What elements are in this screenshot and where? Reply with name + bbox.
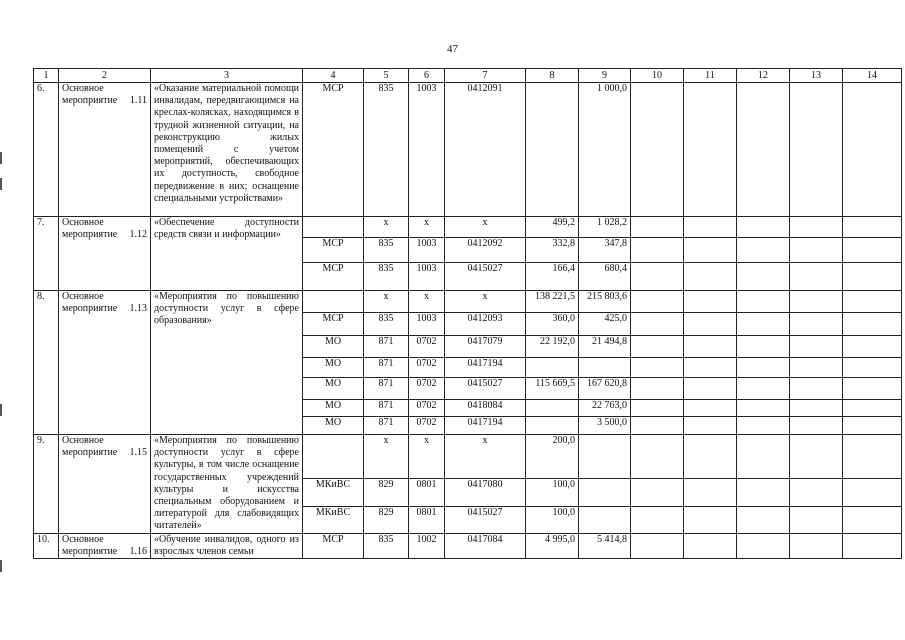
amount-cell: 347,8 — [579, 238, 631, 263]
scan-edge-mark — [0, 152, 2, 164]
target-code: 0412092 — [445, 238, 526, 263]
empty-cell — [631, 263, 684, 291]
amount-cell: 22 192,0 — [526, 336, 579, 358]
target-code: 0417194 — [445, 358, 526, 378]
agency-code — [303, 435, 364, 479]
empty-cell — [684, 533, 737, 558]
header-cell: 8 — [526, 69, 579, 83]
empty-cell — [631, 313, 684, 336]
table-row — [34, 435, 902, 479]
section-code: 0801 — [409, 478, 445, 506]
agency-code: МО — [303, 358, 364, 378]
empty-cell — [737, 400, 790, 417]
row-number: 10. — [34, 533, 59, 558]
empty-cell — [843, 400, 902, 417]
header-cell: 11 — [684, 69, 737, 83]
empty-cell — [631, 417, 684, 435]
empty-cell — [843, 478, 902, 506]
agency-code: МСР — [303, 263, 364, 291]
activity-description: «Мероприятия по повышению доступности услуг в сфере образования» — [151, 291, 303, 435]
amount-cell — [526, 400, 579, 417]
section-code: 0702 — [409, 400, 445, 417]
grbs-code: х — [364, 217, 409, 238]
empty-cell — [631, 400, 684, 417]
header-cell: 14 — [843, 69, 902, 83]
empty-cell — [684, 358, 737, 378]
empty-cell — [631, 378, 684, 400]
amount-cell — [526, 417, 579, 435]
section-code: 1003 — [409, 263, 445, 291]
section-code: 0702 — [409, 358, 445, 378]
amount-cell: 332,8 — [526, 238, 579, 263]
row-number: 9. — [34, 435, 59, 534]
empty-cell — [737, 378, 790, 400]
empty-cell — [790, 478, 843, 506]
header-cell: 2 — [59, 69, 151, 83]
empty-cell — [684, 400, 737, 417]
target-code: 0417084 — [445, 533, 526, 558]
target-code: 0412091 — [445, 83, 526, 217]
section-code: х — [409, 291, 445, 313]
activity-description: «Мероприятия по повышению доступности услуг в сфере культуры, в том числе оснащение государственных учреждений культуры и искусства специальным оборудованием и литературой для слабовидящих читателей» — [151, 435, 303, 534]
empty-cell — [843, 506, 902, 533]
empty-cell — [631, 336, 684, 358]
empty-cell — [631, 358, 684, 378]
grbs-code: х — [364, 291, 409, 313]
empty-cell — [843, 435, 902, 479]
agency-code: МО — [303, 378, 364, 400]
empty-cell — [737, 263, 790, 291]
agency-code: МКиВС — [303, 506, 364, 533]
grbs-code: 829 — [364, 478, 409, 506]
scan-edge-mark — [0, 560, 2, 572]
section-code: 0801 — [409, 506, 445, 533]
target-code: 0417194 — [445, 417, 526, 435]
grbs-code: 871 — [364, 417, 409, 435]
header-cell: 1 — [34, 69, 59, 83]
empty-cell — [684, 378, 737, 400]
amount-cell: 1 028,2 — [579, 217, 631, 238]
empty-cell — [737, 478, 790, 506]
header-cell: 7 — [445, 69, 526, 83]
empty-cell — [737, 417, 790, 435]
amount-cell: 166,4 — [526, 263, 579, 291]
empty-cell — [631, 533, 684, 558]
section-code: 0702 — [409, 378, 445, 400]
section-code: 1002 — [409, 533, 445, 558]
empty-cell — [737, 506, 790, 533]
amount-cell: 680,4 — [579, 263, 631, 291]
amount-cell: 425,0 — [579, 313, 631, 336]
amount-cell: 21 494,8 — [579, 336, 631, 358]
agency-code: МО — [303, 400, 364, 417]
amount-cell — [579, 435, 631, 479]
amount-cell — [526, 83, 579, 217]
agency-code: МСР — [303, 533, 364, 558]
header-cell: 13 — [790, 69, 843, 83]
agency-code — [303, 217, 364, 238]
activity-name: Основное мероприятие 1.16 — [59, 533, 151, 558]
empty-cell — [737, 358, 790, 378]
grbs-code: х — [364, 435, 409, 479]
amount-cell: 200,0 — [526, 435, 579, 479]
amount-cell: 100,0 — [526, 506, 579, 533]
activity-description: «Обеспечение доступности средств связи и информации» — [151, 217, 303, 291]
empty-cell — [790, 417, 843, 435]
target-code: 0415027 — [445, 263, 526, 291]
empty-cell — [843, 291, 902, 313]
empty-cell — [843, 313, 902, 336]
amount-cell: 4 995,0 — [526, 533, 579, 558]
target-code: 0417079 — [445, 336, 526, 358]
activity-name: Основное мероприятие 1.11 — [59, 83, 151, 217]
empty-cell — [790, 217, 843, 238]
header-cell: 9 — [579, 69, 631, 83]
grbs-code: 835 — [364, 83, 409, 217]
table-row — [34, 83, 902, 217]
grbs-code: 835 — [364, 263, 409, 291]
empty-cell — [737, 83, 790, 217]
table-row — [34, 217, 902, 238]
empty-cell — [790, 238, 843, 263]
empty-cell — [843, 263, 902, 291]
empty-cell — [684, 417, 737, 435]
amount-cell: 115 669,5 — [526, 378, 579, 400]
empty-cell — [684, 291, 737, 313]
target-code: 0418084 — [445, 400, 526, 417]
empty-cell — [843, 238, 902, 263]
grbs-code: 829 — [364, 506, 409, 533]
empty-cell — [631, 478, 684, 506]
empty-cell — [790, 358, 843, 378]
empty-cell — [790, 336, 843, 358]
activity-name: Основное мероприятие 1.13 — [59, 291, 151, 435]
section-code: 0702 — [409, 417, 445, 435]
target-code: х — [445, 435, 526, 479]
agency-code: МО — [303, 336, 364, 358]
amount-cell: 138 221,5 — [526, 291, 579, 313]
empty-cell — [684, 506, 737, 533]
grbs-code: 871 — [364, 336, 409, 358]
activity-name: Основное мероприятие 1.12 — [59, 217, 151, 291]
empty-cell — [790, 291, 843, 313]
empty-cell — [631, 435, 684, 479]
activity-name: Основное мероприятие 1.15 — [59, 435, 151, 534]
empty-cell — [684, 478, 737, 506]
empty-cell — [843, 83, 902, 217]
empty-cell — [790, 83, 843, 217]
target-code: 0417080 — [445, 478, 526, 506]
amount-cell: 167 620,8 — [579, 378, 631, 400]
empty-cell — [631, 238, 684, 263]
grbs-code: 871 — [364, 358, 409, 378]
row-number: 8. — [34, 291, 59, 435]
empty-cell — [790, 506, 843, 533]
empty-cell — [737, 336, 790, 358]
agency-code: МКиВС — [303, 478, 364, 506]
header-cell: 6 — [409, 69, 445, 83]
budget-table — [33, 68, 902, 559]
empty-cell — [843, 378, 902, 400]
empty-cell — [684, 238, 737, 263]
header-cell: 4 — [303, 69, 364, 83]
grbs-code: 871 — [364, 378, 409, 400]
grbs-code: 871 — [364, 400, 409, 417]
empty-cell — [631, 291, 684, 313]
empty-cell — [790, 435, 843, 479]
activity-description: «Оказание материальной помощи инвалидам, передвигающимся на креслах-колясках, находящимся в трудной жизненной ситуации, на реконструкцию жилых помещений с учетом мероприятий, обеспечивающих их доступность, свободное передвижение в них; оснащение специальными устройствами» — [151, 83, 303, 217]
section-code: 1003 — [409, 238, 445, 263]
amount-cell: 3 500,0 — [579, 417, 631, 435]
empty-cell — [684, 435, 737, 479]
agency-code: МСР — [303, 238, 364, 263]
empty-cell — [737, 313, 790, 336]
grbs-code: 835 — [364, 533, 409, 558]
empty-cell — [843, 533, 902, 558]
empty-cell — [684, 217, 737, 238]
empty-cell — [790, 400, 843, 417]
empty-cell — [631, 506, 684, 533]
scan-edge-mark — [0, 178, 2, 190]
target-code: 0415027 — [445, 378, 526, 400]
empty-cell — [790, 378, 843, 400]
empty-cell — [631, 83, 684, 217]
agency-code: МСР — [303, 313, 364, 336]
table-row — [34, 533, 902, 558]
empty-cell — [737, 238, 790, 263]
section-code: х — [409, 435, 445, 479]
table-row — [34, 291, 902, 313]
amount-cell: 22 763,0 — [579, 400, 631, 417]
section-code: х — [409, 217, 445, 238]
amount-cell — [579, 478, 631, 506]
empty-cell — [737, 533, 790, 558]
row-number: 6. — [34, 83, 59, 217]
header-cell: 3 — [151, 69, 303, 83]
amount-cell — [526, 358, 579, 378]
header-cell: 10 — [631, 69, 684, 83]
grbs-code: 835 — [364, 238, 409, 263]
amount-cell: 215 803,6 — [579, 291, 631, 313]
empty-cell — [684, 313, 737, 336]
amount-cell — [579, 358, 631, 378]
empty-cell — [843, 358, 902, 378]
amount-cell: 1 000,0 — [579, 83, 631, 217]
target-code: х — [445, 217, 526, 238]
target-code: 0412093 — [445, 313, 526, 336]
activity-description: «Обучение инвалидов, одного из взрослых членов семьи — [151, 533, 303, 558]
empty-cell — [843, 336, 902, 358]
agency-code: МО — [303, 417, 364, 435]
grbs-code: 835 — [364, 313, 409, 336]
row-number: 7. — [34, 217, 59, 291]
empty-cell — [843, 417, 902, 435]
empty-cell — [684, 263, 737, 291]
empty-cell — [631, 217, 684, 238]
amount-cell: 5 414,8 — [579, 533, 631, 558]
section-code: 1003 — [409, 83, 445, 217]
header-row — [34, 69, 902, 83]
empty-cell — [737, 291, 790, 313]
amount-cell: 100,0 — [526, 478, 579, 506]
empty-cell — [843, 217, 902, 238]
empty-cell — [790, 313, 843, 336]
empty-cell — [684, 83, 737, 217]
agency-code: МСР — [303, 83, 364, 217]
header-cell: 5 — [364, 69, 409, 83]
empty-cell — [684, 336, 737, 358]
section-code: 1003 — [409, 313, 445, 336]
empty-cell — [737, 435, 790, 479]
amount-cell: 360,0 — [526, 313, 579, 336]
section-code: 0702 — [409, 336, 445, 358]
amount-cell: 499,2 — [526, 217, 579, 238]
empty-cell — [737, 217, 790, 238]
target-code: 0415027 — [445, 506, 526, 533]
empty-cell — [790, 263, 843, 291]
header-cell: 12 — [737, 69, 790, 83]
agency-code — [303, 291, 364, 313]
scan-edge-mark — [0, 404, 2, 416]
empty-cell — [790, 533, 843, 558]
amount-cell — [579, 506, 631, 533]
page-number: 47 — [447, 43, 458, 55]
target-code: х — [445, 291, 526, 313]
